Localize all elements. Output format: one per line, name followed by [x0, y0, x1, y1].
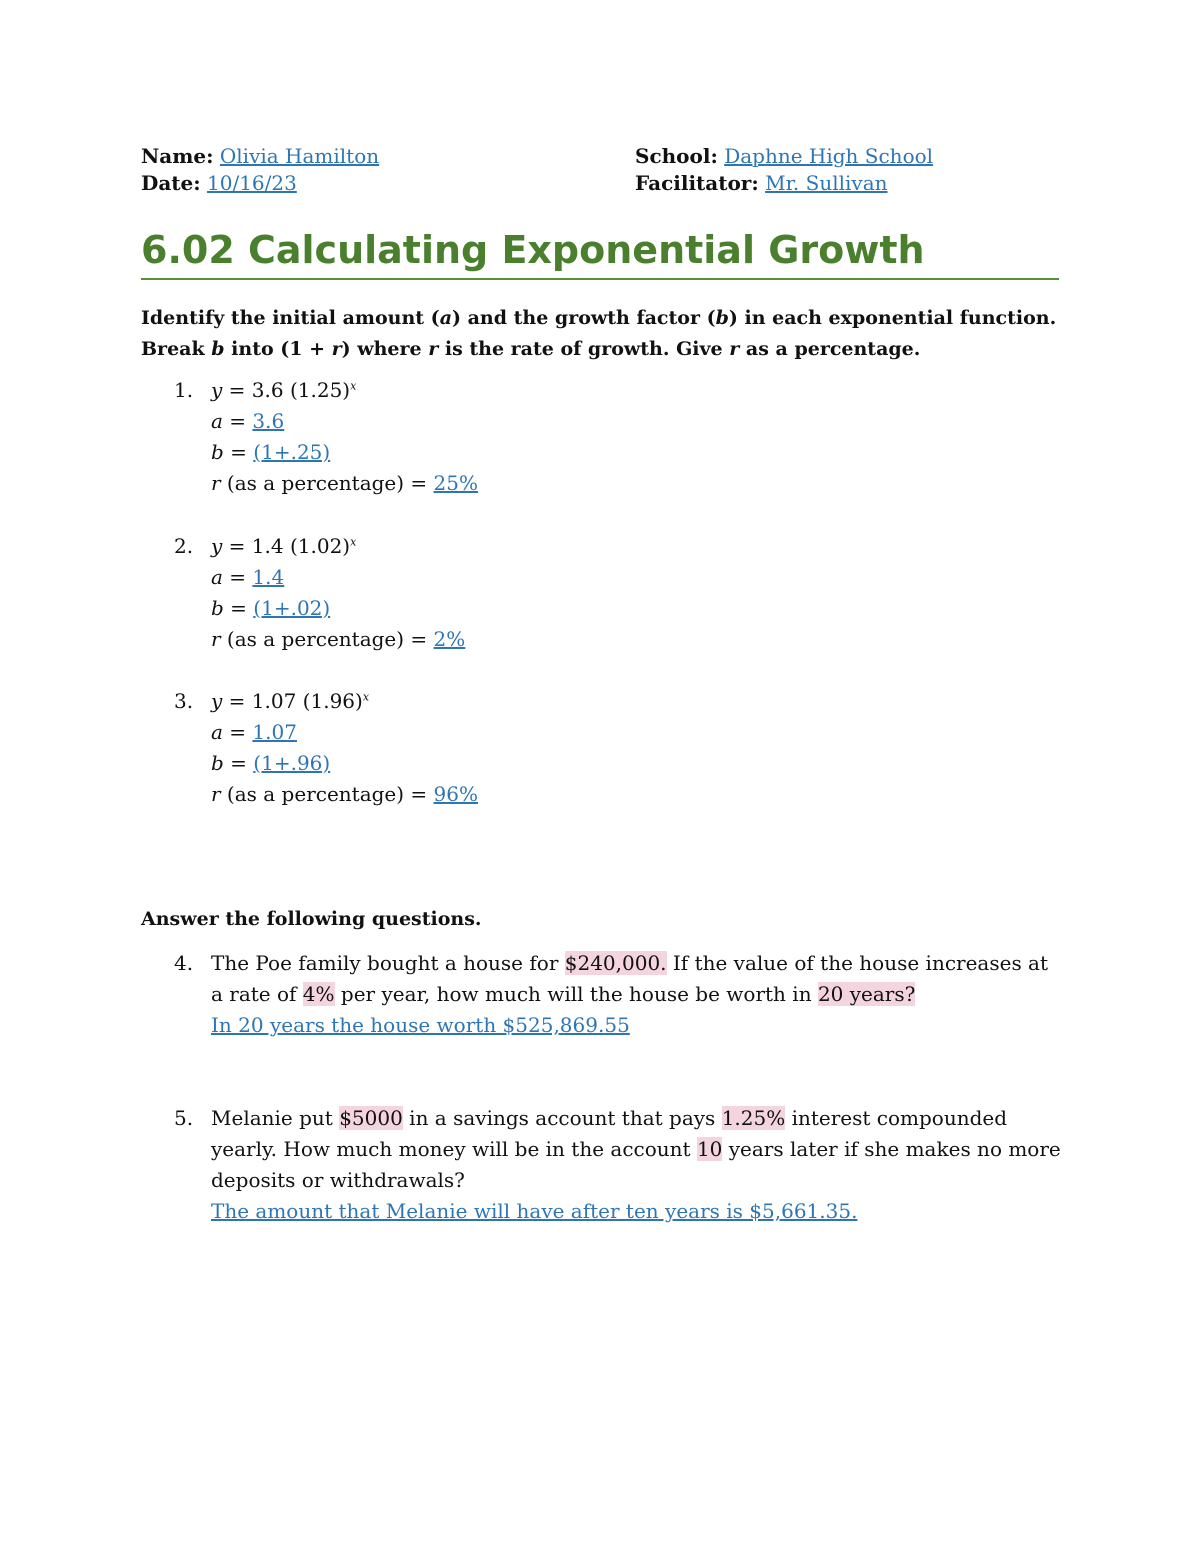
question-text: [211, 1103, 1061, 1227]
equation-expr: 1.4 (1.02): [251, 534, 351, 558]
exponent-x: x: [350, 535, 357, 549]
b-row: [211, 748, 478, 779]
r-label: (as a percentage) =: [220, 471, 434, 495]
equals: =: [222, 720, 253, 744]
r-answer: 25%: [433, 471, 478, 495]
q-text: years later if she makes no more deposits or withdrawals?: [211, 1137, 1061, 1192]
exponent-x: x: [362, 690, 370, 704]
a-answer: 1.4: [252, 565, 285, 589]
equals: =: [222, 689, 252, 713]
equation: [211, 531, 465, 562]
instr-var: a: [439, 307, 452, 329]
equals: =: [223, 751, 254, 775]
facilitator-value: Mr. Sullivan: [765, 171, 888, 195]
q-text: Melanie put: [211, 1106, 340, 1130]
var-y: y: [211, 534, 223, 558]
equals: =: [222, 409, 253, 433]
var-b: b: [211, 751, 224, 775]
q-text: The Poe family bought a house for: [211, 951, 565, 975]
equals: =: [222, 378, 252, 402]
var-a: a: [211, 409, 223, 433]
instr-text: ) in each exponential function. Break: [141, 307, 1057, 360]
date-label: Date:: [141, 171, 201, 195]
highlight: 4%: [302, 982, 335, 1006]
equation: [211, 686, 478, 717]
r-row: [211, 624, 465, 655]
school-value: Daphne High School: [724, 144, 934, 168]
highlight: $5000: [339, 1106, 403, 1130]
a-row: [211, 562, 465, 593]
problem-number: 2.: [174, 534, 194, 558]
question-number: 5.: [174, 1106, 194, 1130]
instructions: [141, 303, 1071, 365]
name-value: Olivia Hamilton: [219, 144, 380, 168]
r-row: [211, 468, 478, 499]
var-b: b: [211, 596, 224, 620]
a-row: [211, 717, 478, 748]
instr-text: ) where: [341, 338, 429, 360]
q-text: per year, how much will the house be worth in: [334, 982, 818, 1006]
var-r: r: [211, 627, 221, 651]
school-row: [635, 143, 933, 170]
q-text: interest compounded yearly. How much money will be in the account: [211, 1106, 1008, 1161]
equals: =: [223, 440, 254, 464]
b-answer: (1+.96): [253, 751, 331, 775]
b-row: [211, 437, 478, 468]
b-answer: (1+.02): [253, 596, 331, 620]
instr-var: b: [211, 338, 225, 360]
instr-var: r: [428, 338, 439, 360]
exponent-x: x: [350, 379, 357, 393]
school-label: School:: [635, 144, 718, 168]
r-answer: 96%: [433, 782, 478, 806]
problem-number: 3.: [174, 689, 194, 713]
date-row: [141, 170, 297, 197]
var-r: r: [211, 471, 221, 495]
q-text: in a savings account that pays: [402, 1106, 722, 1130]
instr-text: into (1 +: [224, 338, 332, 360]
equation: [211, 375, 478, 406]
questions-heading: Answer the following questions.: [141, 908, 482, 930]
a-row: [211, 406, 478, 437]
var-r: r: [211, 782, 221, 806]
answer-text: In 20 years the house worth $525,869.55: [211, 1013, 630, 1037]
facilitator-label: Facilitator:: [635, 171, 759, 195]
equation-expr: 3.6 (1.25): [251, 378, 351, 402]
equals: =: [222, 534, 252, 558]
instr-var: r: [331, 338, 342, 360]
instr-var: b: [715, 307, 729, 329]
highlight: 1.25%: [721, 1106, 786, 1130]
facilitator-row: [635, 170, 888, 197]
answer-text: The amount that Melanie will have after ten years is $5,661.35.: [211, 1199, 858, 1223]
instr-text: Identify the initial amount (: [141, 307, 440, 329]
instr-text: ) and the growth factor (: [452, 307, 716, 329]
var-b: b: [211, 440, 224, 464]
name-label: Name:: [141, 144, 214, 168]
question-number: 4.: [174, 951, 194, 975]
b-row: [211, 593, 465, 624]
highlight: $240,000.: [564, 951, 667, 975]
page-title: 6.02 Calculating Exponential Growth: [141, 226, 1059, 280]
instr-text: is the rate of growth. Give: [438, 338, 730, 360]
instr-text: as a percentage.: [739, 338, 921, 360]
r-answer: 2%: [433, 627, 466, 651]
highlight: 10: [696, 1137, 723, 1161]
equals: =: [223, 596, 254, 620]
equation-expr: 1.07 (1.96): [251, 689, 363, 713]
q-text: If the value of the house increases at a rate of: [211, 951, 1049, 1006]
a-answer: 3.6: [252, 409, 285, 433]
var-a: a: [211, 565, 223, 589]
r-label: (as a percentage) =: [220, 782, 434, 806]
r-label: (as a percentage) =: [220, 627, 434, 651]
a-answer: 1.07: [252, 720, 297, 744]
problem-number: 1.: [174, 378, 194, 402]
b-answer: (1+.25): [253, 440, 331, 464]
instr-var: r: [729, 338, 740, 360]
name-row: [141, 143, 379, 170]
question-text: [211, 948, 1061, 1041]
var-y: y: [211, 689, 223, 713]
highlight: 20 years?: [817, 982, 916, 1006]
var-a: a: [211, 720, 223, 744]
equals: =: [222, 565, 253, 589]
date-value: 10/16/23: [207, 171, 297, 195]
var-y: y: [211, 378, 223, 402]
r-row: [211, 779, 478, 810]
